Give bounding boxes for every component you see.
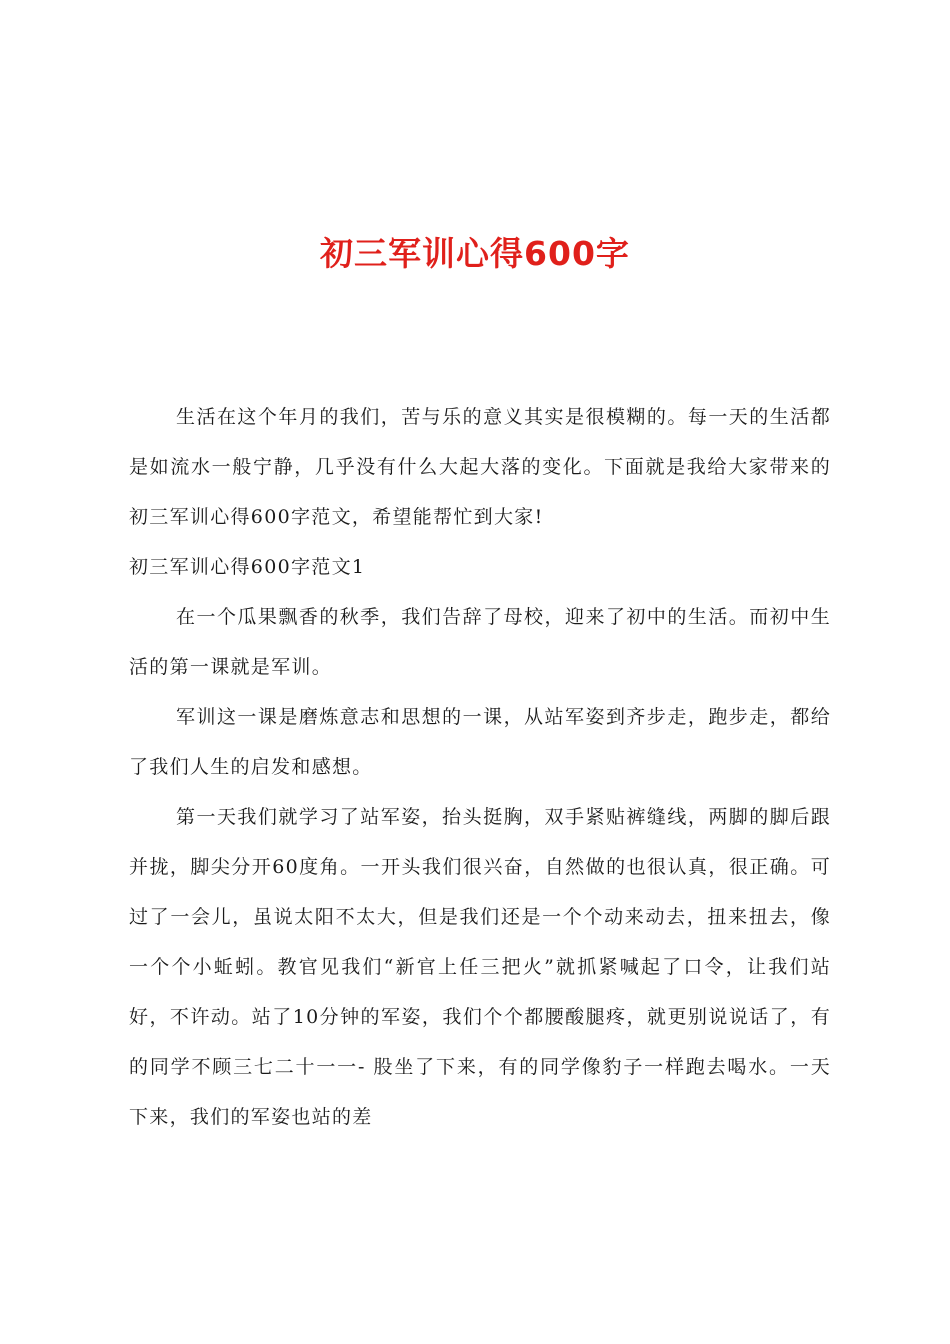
body-paragraph: 在一个瓜果飘香的秋季，我们告辞了母校，迎来了初中的生活。而初中生活的第一课就是军训。 — [129, 606, 831, 678]
intro-paragraph: 生活在这个年月的我们，苦与乐的意义其实是很模糊的。每一天的生活都是如流水一般宁静，几乎没有什么大起大落的变化。下面就是我给大家带来的初三军训心得600字范文，希望能帮忙到大家! — [129, 406, 831, 528]
section-heading: 初三军训心得600字范文1 — [129, 556, 366, 578]
body-paragraph: 第一天我们就学习了站军姿，抬头挺胸，双手紧贴裤缝线，两脚的脚后跟并拢，脚尖分开60度角。一开头我们很兴奋，自然做的也很认真，很正确。可过了一会儿，虽说太阳不太大，但是我们还是一个个动来动去，扭来扭去，像一个个小蚯蚓。教官见我们“新官上任三把火”就抓紧喊起了口令，让我们站好，不许动。站了10分钟的军姿，我们个个都腰酸腿疼，就更别说说话了，有的同学不顾三七二十一一- 股坐了下来，有的同学像豹子一样跑去喝水。一天下来，我们的军姿也站的差 — [129, 806, 831, 1128]
body-paragraph: 军训这一课是磨炼意志和思想的一课，从站军姿到齐步走，跑步走，都给了我们人生的启发和感想。 — [129, 706, 831, 778]
document-title: 初三军训心得600字 — [320, 234, 630, 274]
document-body — [129, 392, 831, 1142]
